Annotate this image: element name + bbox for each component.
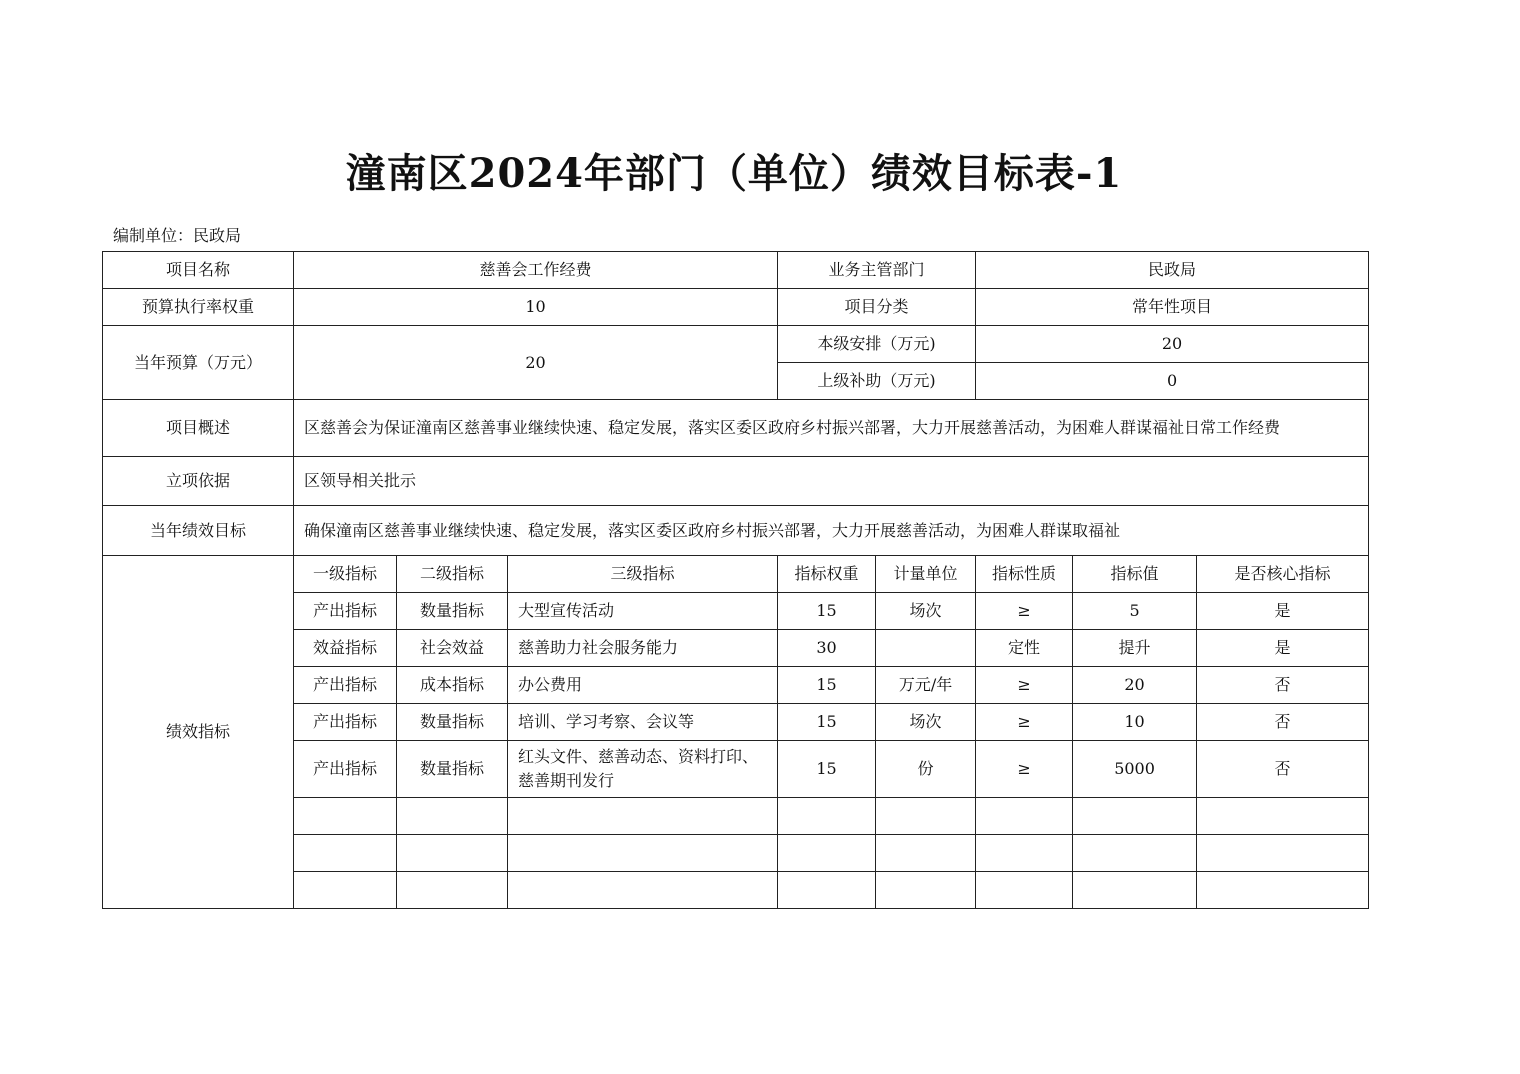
header-weight: 指标权重 [778,556,876,593]
local-value: 20 [976,326,1369,363]
level1: 效益指标 [294,630,397,667]
value: 提升 [1073,630,1197,667]
level3: 培训、学习考察、会议等 [508,704,778,741]
header-level1: 一级指标 [294,556,397,593]
indicators-section-label: 绩效指标 [103,556,294,909]
unit: 场次 [876,593,976,630]
compiling-unit: 编制单位：民政局 [113,226,242,245]
weight: 15 [778,741,876,798]
level3: 大型宣传活动 [508,593,778,630]
level2: 社会效益 [397,630,508,667]
value: 20 [1073,667,1197,704]
level2: 数量指标 [397,741,508,798]
weight-label: 预算执行率权重 [103,289,294,326]
level1: 产出指标 [294,741,397,798]
category-label: 项目分类 [778,289,976,326]
core: 否 [1197,741,1369,798]
category-value: 常年性项目 [976,289,1369,326]
header-value: 指标值 [1073,556,1197,593]
upper-value: 0 [976,363,1369,400]
level3: 红头文件、慈善动态、资料打印、慈善期刊发行 [508,741,778,798]
table-row [103,400,1369,457]
nature: ≥ [976,667,1073,704]
value: 5000 [1073,741,1197,798]
weight: 15 [778,593,876,630]
performance-table [102,251,1369,909]
unit: 份 [876,741,976,798]
level1: 产出指标 [294,704,397,741]
core: 否 [1197,667,1369,704]
goal-value: 确保潼南区慈善事业继续快速、稳定发展，落实区委区政府乡村振兴部署，大力开展慈善活动，为困难人群谋取福祉 [294,506,1369,556]
level2: 成本指标 [397,667,508,704]
summary-value: 区慈善会为保证潼南区慈善事业继续快速、稳定发展，落实区委区政府乡村振兴部署，大力开展慈善活动，为困难人群谋福祉日常工作经费 [294,400,1369,457]
project-name-label: 项目名称 [103,252,294,289]
level1: 产出指标 [294,667,397,704]
value: 5 [1073,593,1197,630]
level2: 数量指标 [397,704,508,741]
table-row [103,506,1369,556]
local-label: 本级安排（万元) [778,326,976,363]
weight-value: 10 [294,289,778,326]
upper-label: 上级补助（万元) [778,363,976,400]
indicator-header-row [103,556,1369,593]
level2: 数量指标 [397,593,508,630]
header-core: 是否核心指标 [1197,556,1369,593]
project-name: 慈善会工作经费 [294,252,778,289]
weight: 15 [778,667,876,704]
table-row [103,289,1369,326]
level3: 慈善助力社会服务能力 [508,630,778,667]
core: 否 [1197,704,1369,741]
page-title: 潼南区2024年部门（单位）绩效目标表-1 [345,150,1123,197]
basis-value: 区领导相关批示 [294,457,1369,506]
unit [876,630,976,667]
header-unit: 计量单位 [876,556,976,593]
nature: ≥ [976,593,1073,630]
dept-value: 民政局 [976,252,1369,289]
table-row [103,252,1369,289]
core: 是 [1197,630,1369,667]
value: 10 [1073,704,1197,741]
level1: 产出指标 [294,593,397,630]
header-level3: 三级指标 [508,556,778,593]
weight: 15 [778,704,876,741]
nature: 定性 [976,630,1073,667]
summary-label: 项目概述 [103,400,294,457]
table-row [103,457,1369,506]
header-nature: 指标性质 [976,556,1073,593]
unit: 场次 [876,704,976,741]
core: 是 [1197,593,1369,630]
nature: ≥ [976,704,1073,741]
level3: 办公费用 [508,667,778,704]
nature: ≥ [976,741,1073,798]
dept-label: 业务主管部门 [778,252,976,289]
budget-label: 当年预算（万元） [103,326,294,400]
basis-label: 立项依据 [103,457,294,506]
budget-value: 20 [294,326,778,400]
unit: 万元/年 [876,667,976,704]
table-row [103,326,1369,363]
weight: 30 [778,630,876,667]
header-level2: 二级指标 [397,556,508,593]
goal-label: 当年绩效目标 [103,506,294,556]
